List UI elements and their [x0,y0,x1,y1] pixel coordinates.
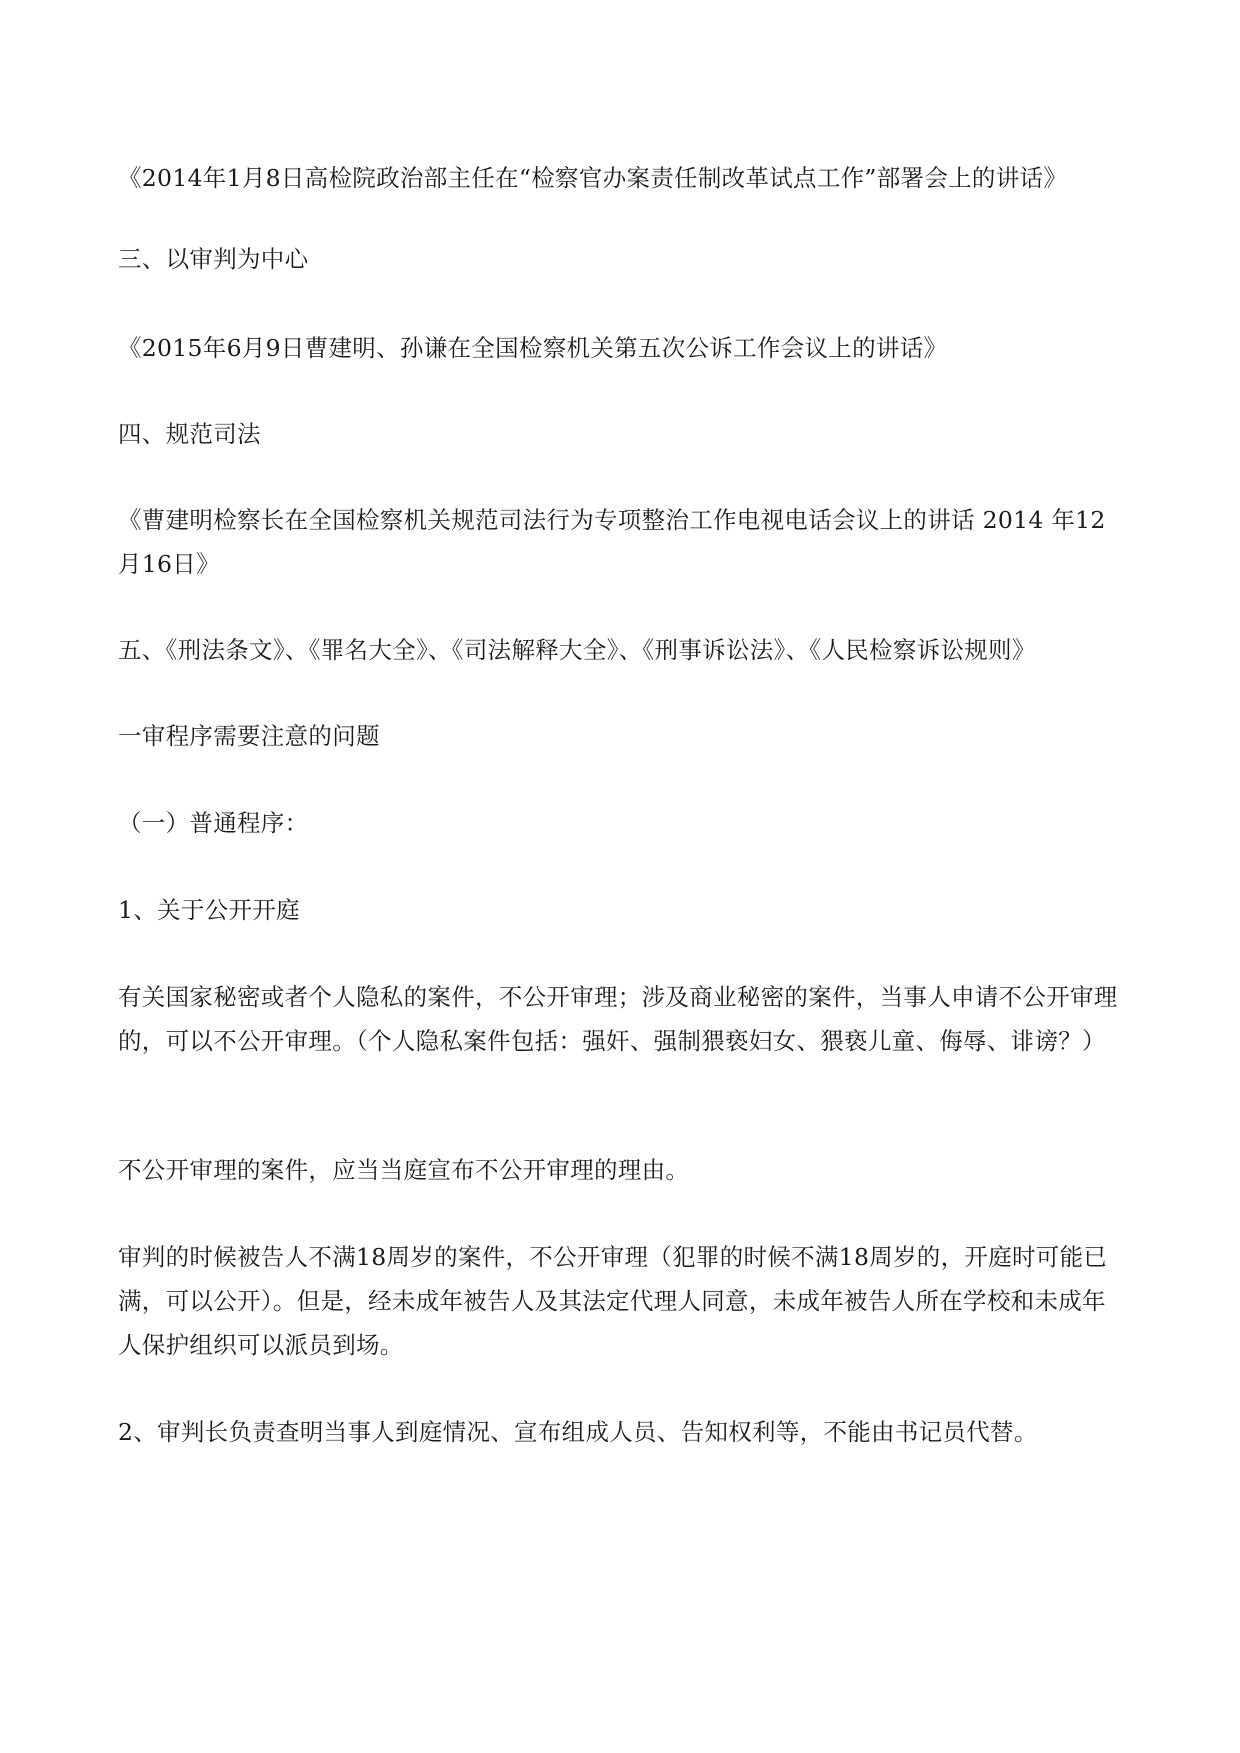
item-public-hearing: 1、关于公开开庭 [118,896,300,924]
paragraph-non-public-cases: 有关国家秘密或者个人隐私的案件，不公开审理；涉及商业秘密的案件，当事人申请不公开审理的，可以不公开审理。（个人隐私案件包括：强奸、强制猥亵妇女、猥亵儿童、侮辱、诽谤？） [118,983,1118,1055]
section-heading-legal-texts: 五、《刑法条文》、《罪名大全》、《司法解释大全》、《刑事诉讼法》、《人民检察诉讼规则》 [118,636,1036,664]
subheading-ordinary-procedure: （一）普通程序： [118,809,309,837]
speech-reference-2014-prosecutor-reform: 《2014年1月8日高检院政治部主任在“检察官办案责任制改革试点工作”部署会上的讲话》 [118,164,1068,192]
paragraph-juvenile-cases: 审判的时候被告人不满18周岁的案件，不公开审理（犯罪的时候不满18周岁的，开庭时可能已满，可以公开）。但是，经未成年被告人及其法定代理人同意，未成年被告人所在学校和未成年人保护组织可以派员到场。 [118,1243,1108,1359]
heading-first-instance-issues: 一审程序需要注意的问题 [118,722,380,750]
section-heading-trial-centered: 三、以审判为中心 [118,245,309,273]
speech-reference-2015-public-prosecution: 《2015年6月9日曹建明、孙谦在全国检察机关第五次公诉工作会议上的讲话》 [118,334,948,362]
paragraph-announce-reason: 不公开审理的案件，应当当庭宣布不公开审理的理由。 [118,1156,690,1184]
speech-reference-2014-standardize-conduct: 《曹建明检察长在全国检察机关规范司法行为专项整治工作电视电话会议上的讲话 2014 年12月16日》 [118,506,1106,578]
section-heading-standardize-judiciary: 四、规范司法 [118,420,261,448]
item-presiding-judge-duties: 2、审判长负责查明当事人到庭情况、宣布组成人员、告知权利等，不能由书记员代替。 [118,1418,1038,1446]
